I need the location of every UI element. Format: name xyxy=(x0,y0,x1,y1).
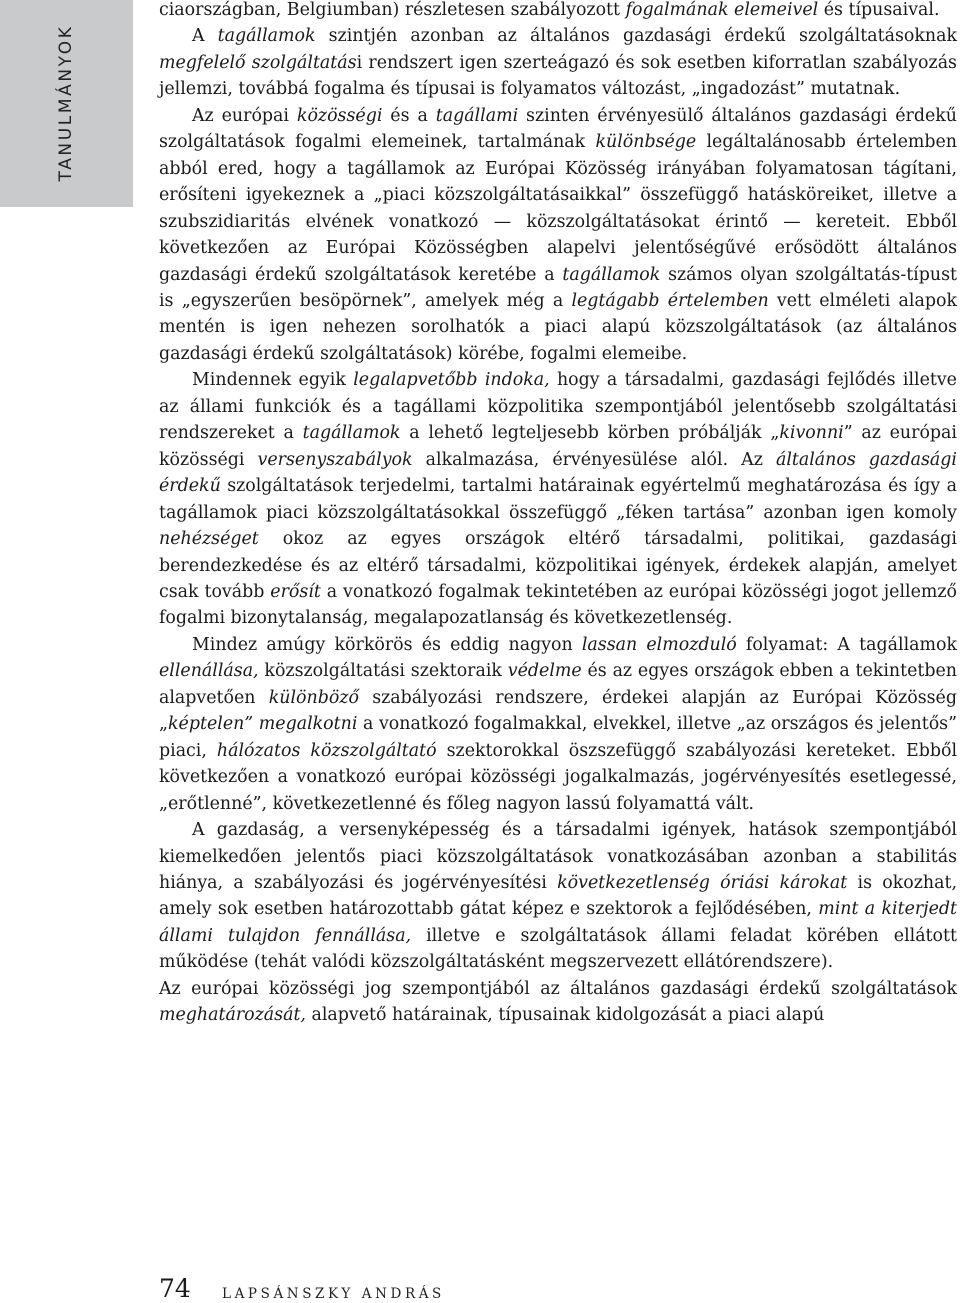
italic-text-run: közösségi xyxy=(296,105,383,126)
text-run: legáltalánosabb értelemben abból ered, hogy a tagállamok az Európai Közösség irányában folyamatosan tágítani, erősíteni igyekeznek a „piaci közszolgáltatásaikkal” összefüggő hatásköreiket, illetve a szubszidiaritás elvének vonatkozó — közszolgáltatásokat érintő — kereteit. Ebből következően az Európai Közösségben alapelvi jelentőségűvé erősödött általános gazdasági érdekű szolgáltatások keretébe a xyxy=(159,132,958,285)
text-run: szinten érvényesülő általános gazdasági érdekű szolgáltatások fogalmi elemeinek, tartalmának xyxy=(159,105,957,153)
italic-text-run: nehézséget xyxy=(159,529,259,550)
running-footer-author: LAPSÁNSZKY ANDRÁS xyxy=(222,1286,445,1302)
text-run: folyamat: A tagállamok xyxy=(736,634,958,655)
text-run: ciaországban, Belgiumban) részletesen szabályozott xyxy=(159,0,626,20)
paragraph xyxy=(159,103,957,368)
italic-text-run: tagállamok xyxy=(562,264,661,285)
italic-text-run: képtelen” megalkotni xyxy=(168,714,358,735)
text-run: is okozhat, amely sok esetben határozottabb gátat képez e szektorok a fejlődésében, xyxy=(159,872,957,920)
text-run: alkalmazása, érvényesülése alól. Az xyxy=(412,449,776,470)
italic-text-run: lassan elmozduló xyxy=(581,634,737,655)
text-run: hogy a társadalmi, gazdasági fejlődés illetve az állami funkciók és a tagállami közpolitika szempontjából jelentősebb szolgáltatási rendszereket a xyxy=(159,370,957,444)
italic-text-run: hálózatos közszolgáltató xyxy=(216,740,437,761)
text-run: Az európai xyxy=(192,105,297,126)
italic-text-run: kivonni xyxy=(779,423,844,444)
paragraph xyxy=(159,0,957,23)
text-run: a vonatkozó fogalmakkal, elvekkel, illetve „az országos és jelentős” piaci, xyxy=(159,714,957,761)
text-run: okoz az egyes országok eltérő társadalmi, politikai, gazdasági berendezkedése és az eltérő társadalmi, közpolitikai igények, érdekek alapján, amelyet csak tovább xyxy=(159,529,957,602)
text-run: számos olyan szolgáltatás-típust is „egyszerűen besöpörnek”, amelyek még a xyxy=(159,264,957,311)
italic-text-run: tagállamok xyxy=(217,26,316,47)
text-run: és az egyes országok ebben a tekintetben alapvetően xyxy=(159,661,957,708)
text-run: vett elméleti alapok mentén is igen nehezen sorolhatók a piaci alapú közszolgáltatások (az általános gazdasági érdekű szolgáltatások) körébe, fogalmi elemeibe. xyxy=(159,290,957,364)
text-run: és a xyxy=(382,105,436,126)
italic-text-run: meghatározását, xyxy=(159,1005,306,1026)
text-run: szektorokkal öszszefüggő szabályozási kereteket. Ebből következően a vonatkozó európai közösségi jogalkalmazás, jogérvényesítés esetlegessé, „erőtlenné”, következetlenné és főleg nagyon lassú folyamattá vált. xyxy=(159,740,958,814)
text-run: Mindez amúgy körkörös és eddig nagyon xyxy=(192,634,582,655)
text-run: A gazdaság, a versenyképesség és a társadalmi igények, hatások szempontjából kiemelkedően jelentős piaci közszolgáltatások vonatkozásában azonban a stabilitás hiánya, a szabályozási és jogérvényesítési xyxy=(159,820,957,893)
italic-text-run: tagállami xyxy=(435,105,519,126)
text-run: szabályozási rendszere, érdekei alapján az Európai Közösség „ xyxy=(159,687,957,735)
italic-text-run: különböző xyxy=(268,687,359,708)
section-label: TANULMÁNYOK xyxy=(56,24,76,182)
page-number: 74 xyxy=(159,1274,191,1303)
italic-text-run: tagállamok xyxy=(302,423,401,444)
italic-text-run: ellenállása, xyxy=(159,661,259,682)
body-text xyxy=(159,0,957,1029)
italic-text-run: mint a kiterjedt állami tulajdon fennállása, xyxy=(159,899,957,946)
italic-text-run: legtágabb értelemben xyxy=(571,290,769,311)
text-run: ” az európai közösségi xyxy=(159,423,957,470)
paragraph xyxy=(159,632,957,817)
italic-text-run: fogalmának elemeivel xyxy=(625,0,819,20)
italic-text-run: versenyszabályok xyxy=(257,449,413,470)
text-run: szolgáltatások terjedelmi, tartalmi határainak egyértelmű meghatározása és így a tagállamok piaci közszolgáltatásokkal összefüggő „féken tartása” azonban igen komoly xyxy=(159,476,957,523)
text-run: a lehető legteljesebb körben próbálják „ xyxy=(400,423,780,444)
paragraph xyxy=(159,976,957,1029)
text-run: alapvető határainak, típusainak kidolgozását a piaci alapú xyxy=(305,1005,825,1026)
italic-text-run: legalapvetőbb indoka, xyxy=(353,370,550,391)
italic-text-run: megfelelő szolgáltatás xyxy=(159,52,357,73)
text-run: illetve e szolgáltatások állami feladat körében ellátott működése (tehát valódi közszolgáltatásként megszervezett ellátórendszere). xyxy=(159,925,957,973)
paragraph xyxy=(159,367,957,632)
text-run: és típusaival. xyxy=(818,0,940,20)
section-side-tab xyxy=(0,0,133,207)
text-run: szintjén azonban az általános gazdasági érdekű szolgáltatásoknak xyxy=(315,26,957,47)
text-run: Mindennek egyik xyxy=(192,370,354,391)
text-run: a vonatkozó fogalmak tekintetében az európai közösségi jogot jellemző fogalmi bizonytalanság, megalapozatlanság és következetlenség. xyxy=(159,581,957,629)
italic-text-run: általános gazdasági érdekű xyxy=(159,449,957,497)
paragraph xyxy=(159,817,957,976)
text-run: A xyxy=(192,26,218,47)
text-run: közszolgáltatási szektoraik xyxy=(258,661,508,682)
italic-text-run: erősít xyxy=(270,581,321,602)
text-run: Az európai közösségi jog szempontjából az általános gazdasági érdekű szolgáltatások xyxy=(159,978,957,999)
italic-text-run: védelme xyxy=(507,661,582,682)
paragraph xyxy=(159,23,957,102)
italic-text-run: következetlenség óriási károkat xyxy=(557,872,848,893)
italic-text-run: különbsége xyxy=(595,132,697,153)
text-run: i rendszert igen szerteágazó és sok esetben kiforratlan szabályozás jellemzi, továbbá fogalma és típusai is folyamatos változást, „ingadozást” mutatnak. xyxy=(159,52,957,100)
